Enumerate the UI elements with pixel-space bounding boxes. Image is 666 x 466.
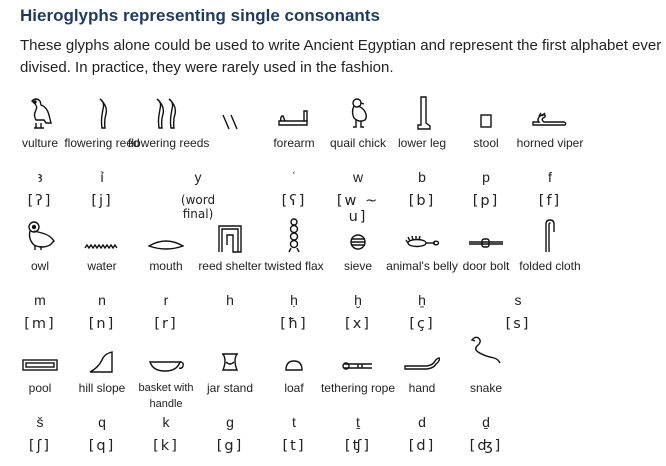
transliteration: q xyxy=(98,414,106,430)
glyph-name: jar stand xyxy=(206,381,254,395)
glyph-name: owl xyxy=(30,259,49,273)
page-heading: Hieroglyphs representing single consonants xyxy=(20,6,380,25)
animal-belly-icon xyxy=(404,218,440,254)
ipa: [k] xyxy=(153,438,179,454)
transliteration: d xyxy=(418,414,426,430)
ipa: [ʔ] xyxy=(27,193,53,209)
door-bolt-icon xyxy=(468,218,504,254)
transliteration: š xyxy=(36,414,44,430)
transliteration: f xyxy=(548,169,552,185)
glyph-name: sieve xyxy=(343,259,372,273)
ipa: [f] xyxy=(538,193,562,209)
pool-icon xyxy=(22,340,58,376)
ipa: [w ~ u] xyxy=(336,193,380,225)
transliteration: ḥ xyxy=(290,292,298,308)
jar-stand-icon xyxy=(212,340,248,376)
glyph-name: horned viper xyxy=(516,136,584,150)
glyph-name: loaf xyxy=(284,381,304,395)
glyph-name: vulture xyxy=(21,136,59,150)
transliteration: k xyxy=(162,414,170,430)
sieve-icon xyxy=(340,218,376,254)
transliteration: g xyxy=(226,414,234,430)
double-stroke-icon xyxy=(212,101,248,137)
transliteration: y xyxy=(194,169,202,185)
ipa: [j] xyxy=(91,193,113,209)
ipa: [m] xyxy=(24,316,56,332)
transliteration: ṯ xyxy=(356,414,360,430)
glyph-name: basket with handle xyxy=(138,382,194,410)
ipa: [p] xyxy=(472,193,500,209)
transliteration: b xyxy=(418,169,426,185)
flowering-reed-icon xyxy=(84,95,120,131)
forearm-icon xyxy=(276,95,312,131)
ipa: (word final) xyxy=(180,193,216,221)
transliteration: w xyxy=(352,169,364,185)
hand-icon xyxy=(404,340,440,376)
owl-icon xyxy=(22,218,58,254)
glyph-name: quail chick xyxy=(329,136,387,150)
snake-icon xyxy=(468,334,504,370)
glyph-name: folded cloth xyxy=(519,259,581,273)
ipa: [t] xyxy=(282,438,306,454)
transliteration: h xyxy=(226,292,234,308)
ipa: [ʕ] xyxy=(281,193,307,209)
transliteration: ḏ xyxy=(482,414,490,430)
glyph-name: snake xyxy=(469,381,503,395)
glyph-name: reed shelter xyxy=(198,259,262,273)
reed-shelter-icon xyxy=(212,218,248,254)
water-icon xyxy=(84,218,120,254)
flowering-reeds-icon xyxy=(148,95,184,131)
ipa: [n] xyxy=(88,316,116,332)
tethering-rope-icon xyxy=(340,340,376,376)
transliteration: s xyxy=(514,292,522,308)
ipa: [g] xyxy=(216,438,244,454)
stool-icon xyxy=(468,95,504,131)
ipa: [d] xyxy=(408,438,436,454)
hill-slope-icon xyxy=(84,340,120,376)
glyph-name: door bolt xyxy=(462,259,510,273)
transliteration: n xyxy=(98,292,106,308)
glyph-name: tethering rope xyxy=(320,381,396,395)
transliteration: m xyxy=(34,292,46,308)
loaf-icon xyxy=(276,340,312,376)
glyph-name: mouth xyxy=(149,259,183,273)
glyph-name: lower leg xyxy=(397,136,447,150)
ipa: [x] xyxy=(345,316,371,332)
quail-chick-icon xyxy=(340,95,376,131)
glyph-name: twisted flax xyxy=(264,259,324,273)
horned-viper-icon xyxy=(532,95,568,131)
glyph-name: animal's belly xyxy=(386,259,458,273)
ipa: [ʤ] xyxy=(469,438,503,454)
transliteration: p xyxy=(482,169,490,185)
ipa: [ʧ] xyxy=(344,438,372,454)
glyph-name: stool xyxy=(473,136,499,150)
glyph-name: flowering reed xyxy=(64,136,140,150)
folded-cloth-icon xyxy=(532,218,568,254)
ipa: [s] xyxy=(505,316,531,332)
lower-leg-icon xyxy=(404,95,440,131)
mouth-icon xyxy=(148,218,184,254)
transliteration: ỉ xyxy=(100,169,104,185)
glyph-name: hill slope xyxy=(78,381,126,395)
ipa: [b] xyxy=(408,193,436,209)
glyph-name: forearm xyxy=(273,136,315,150)
ipa: [r] xyxy=(154,316,178,332)
ipa: [ħ] xyxy=(280,316,308,332)
ipa: [q] xyxy=(88,438,116,454)
transliteration: t xyxy=(292,414,296,430)
transliteration: ꜣ xyxy=(37,169,43,185)
transliteration: r xyxy=(163,292,169,308)
transliteration: ḫ xyxy=(354,292,362,308)
glyph-name: water xyxy=(87,259,117,273)
ipa: [ç] xyxy=(409,316,435,332)
intro-paragraph: These glyphs alone could be used to write Ancient Egyptian and represent the first alphabet ever divised. In practice, they were rarely used in the fashion. xyxy=(20,37,662,76)
basket-handle-icon xyxy=(148,340,184,376)
glyph-name: pool xyxy=(28,381,52,395)
glyph-name: flowering reeds xyxy=(128,136,210,150)
glyph-name: hand xyxy=(408,381,436,395)
transliteration: ẖ xyxy=(418,292,426,308)
ipa: [ʃ] xyxy=(28,438,52,454)
vulture-icon xyxy=(22,95,58,131)
twisted-flax-icon xyxy=(276,218,312,254)
transliteration: ʿ xyxy=(291,169,297,185)
